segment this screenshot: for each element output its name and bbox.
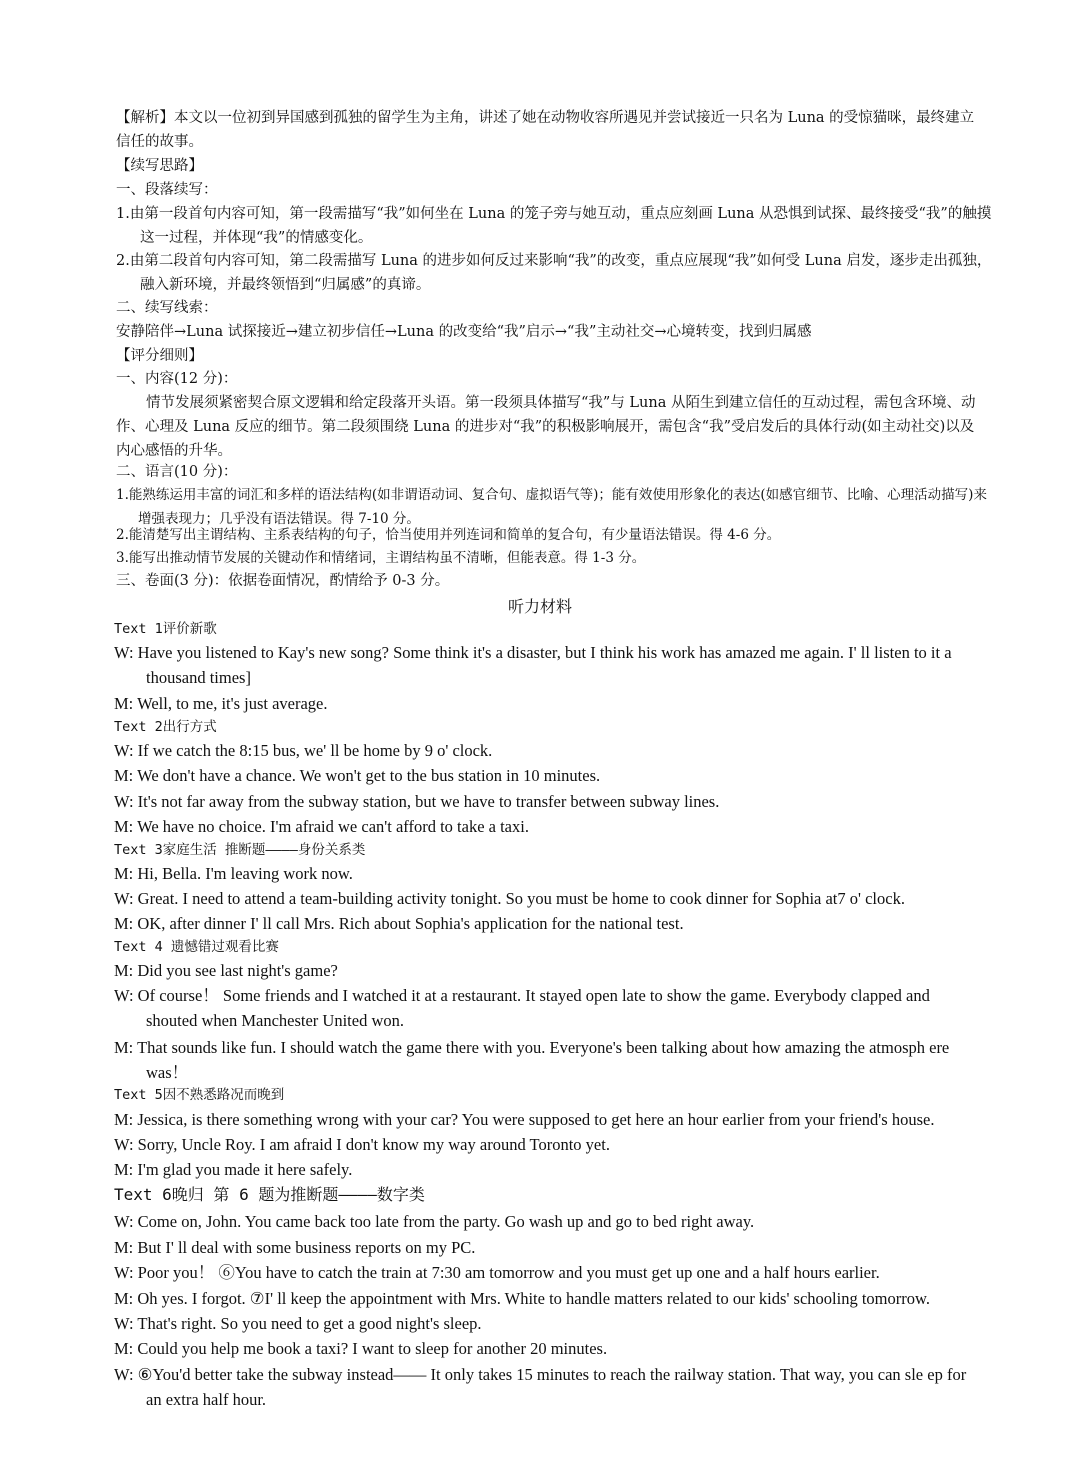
clue-line: 安静陪伴→Luna 试探接近→建立初步信任→Luna 的改变给“我”启示→“我”主动社交→心境转变，找到归属感 (116, 324, 812, 340)
xuxie-silu-heading: 【续写思路】 (116, 158, 203, 174)
dialogue-line: M: Oh yes. I forgot. ⑦I' ll keep the appointment with Mrs. White to handle matters related to our kids' schooling tomorrow. (114, 1289, 930, 1308)
language-item-1: 1.能熟练运用丰富的词汇和多样的语法结构(如非谓语动词、复合句、虚拟语气等)；能有效使用形象化的表达(如感官细节、比喻、心理活动描写)来增强表现力；几乎没有语法错误。得 7-10 分。 (116, 487, 987, 527)
silu-item-1: 1.由第一段首句内容可知，第一段需描写“我”如何坐在 Luna 的笼子旁与她互动，重点应刻画 Luna 从恐惧到试探、最终接受“我”的触摸这一过程，并体现“我”的情感变化。 (116, 206, 992, 246)
dialogue-line: W: Have you listened to Kay's new song? Some think it's a disaster, but I think his work has amazed me again. I' ll listen to it a thousand times] (114, 643, 952, 687)
dialogue-line: W: If we catch the 8:15 bus, we' ll be home by 9 o' clock. (114, 741, 493, 760)
dialogue-line: W: Great. I need to attend a team-building activity tonight. So you must be home to cook dinner for Sophia at7 o' clock. (114, 889, 905, 908)
dialogue-line: M: Did you see last night's game? (114, 961, 338, 980)
content-body: 情节发展须紧密契合原文逻辑和给定段落开头语。第一段须具体描写“我”与 Luna 从陌生到建立信任的互动过程，需包含环境、动作、心理及 Luna 反应的细节。第二段须围绕 Luna 的进步对“我”的积极影响展开，需包含“我”受启发后的具体行动(如主动社交)以及内心感悟的升华。 (116, 395, 976, 459)
juanmian-line: 三、卷面(3 分)：依据卷面情况，酌情给予 0-3 分。 (116, 573, 450, 589)
dialogue-line: M: I'm glad you made it here safely. (114, 1160, 353, 1179)
content-heading: 一、内容(12 分)： (116, 371, 238, 387)
dialogue-line: W: ⑥You'd better take the subway instead—— It only takes 15 minutes to reach the railway station. That way, you can sle ep for an extra half hour. (114, 1365, 967, 1409)
text-label: Text 1评价新歌 (114, 621, 217, 637)
dialogue-line: M: We don't have a chance. We won't get to the bus station in 10 minutes. (114, 766, 601, 785)
dialogue-line: W: It's not far away from the subway station, but we have to transfer between subway lines. (114, 792, 720, 811)
dialogue-line: W: Come on, John. You came back too late from the party. Go wash up and go to bed right away. (114, 1212, 755, 1231)
dialogue-line: M: OK, after dinner I' ll call Mrs. Rich about Sophia's application for the national test. (114, 914, 684, 933)
dialogue-line: W: That's right. So you need to get a good night's sleep. (114, 1314, 482, 1333)
section2-heading: 二、续写线索： (116, 300, 218, 316)
text-label: Text 5因不熟悉路况而晚到 (114, 1087, 285, 1103)
dialogue-line: M: But I' ll deal with some business reports on my PC. (114, 1238, 476, 1257)
listening-title: 听力材料 (507, 597, 572, 616)
language-item-2: 2.能清楚写出主谓结构、主系表结构的句子，恰当使用并列连词和简单的复合句，有少量语法错误。得 4-6 分。 (116, 527, 781, 543)
pingfen-heading: 【评分细则】 (116, 348, 203, 364)
text-label: Text 4 遗憾错过观看比赛 (114, 939, 279, 955)
text-label: Text 6晚归 第 6 题为推断题————数字类 (114, 1185, 425, 1204)
language-item-3: 3.能写出推动情节发展的关键动作和情绪词，主谓结构虽不清晰，但能表意。得 1-3 分。 (116, 550, 646, 566)
dialogue-line: M: Could you help me book a taxi? I want to sleep for another 20 minutes. (114, 1339, 608, 1358)
dialogue-line: W: Of course！ Some friends and I watched it at a restaurant. It stayed open late to show the game. Everybody clapped and shouted when Manchester United won. (114, 986, 930, 1030)
language-heading: 二、语言(10 分)： (116, 464, 238, 480)
analysis-jiexi: 【解析】本文以一位初到异国感到孤独的留学生为主角，讲述了她在动物收容所遇见并尝试接近一只名为 Luna 的受惊猫咪，最终建立信任的故事。 (116, 110, 975, 150)
text-label: Text 3家庭生活 推断题————身份关系类 (114, 842, 366, 858)
dialogue-line: M: Hi, Bella. I'm leaving work now. (114, 864, 353, 883)
dialogue-line: M: That sounds like fun. I should watch the game there with you. Everyone's been talking about how amazing the atmosph ere was！ (114, 1038, 950, 1082)
text-label: Text 2出行方式 (114, 719, 217, 735)
section1-heading: 一、段落续写： (116, 182, 218, 198)
dialogue-line: W: Poor you！ ⑥You have to catch the train at 7:30 am tomorrow and you must get up one and a half hours earlier. (114, 1263, 880, 1282)
dialogue-line: W: Sorry, Uncle Roy. I am afraid I don't know my way around Toronto yet. (114, 1135, 610, 1154)
dialogue-line: M: We have no choice. I'm afraid we can't afford to take a taxi. (114, 817, 529, 836)
dialogue-line: M: Jessica, is there something wrong with your car? You were supposed to get here an hour earlier from your friend's house. (114, 1110, 935, 1129)
silu-item-2: 2.由第二段首句内容可知，第二段需描写 Luna 的进步如何反过来影响“我”的改变，重点应展现“我”如何受 Luna 启发，逐步走出孤独，融入新环境，并最终领悟到“归属感”的真谛。 (116, 253, 992, 293)
dialogue-line: M: Well, to me, it's just average. (114, 694, 328, 713)
